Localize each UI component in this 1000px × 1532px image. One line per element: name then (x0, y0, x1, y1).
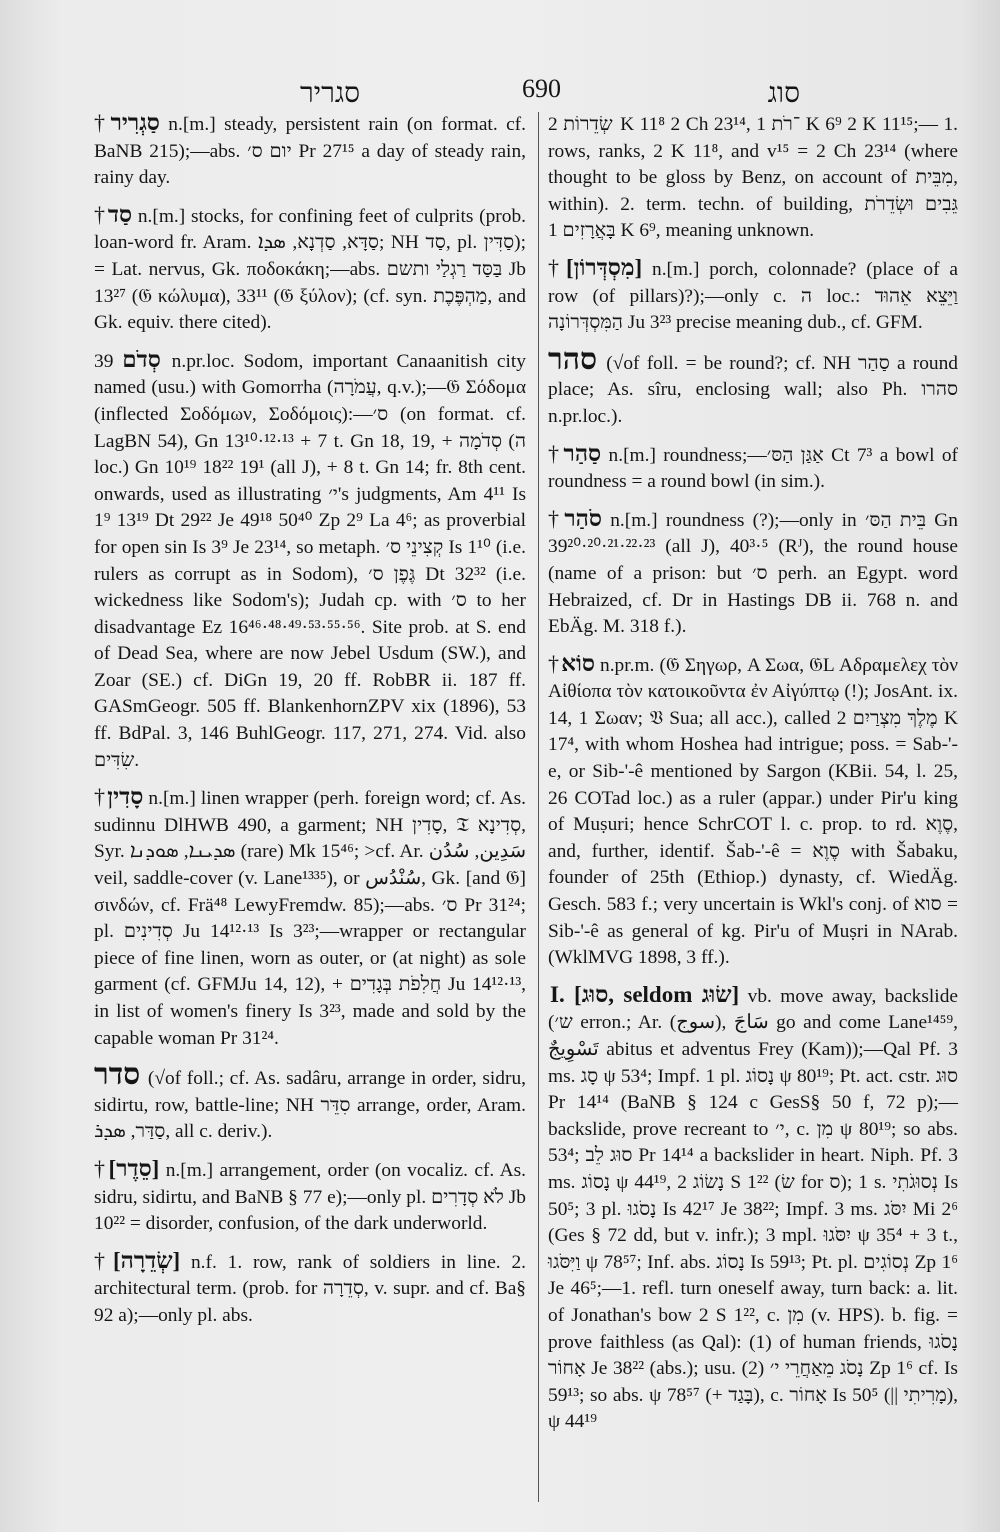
right-running-head: סוג (767, 76, 800, 109)
entry-sederah: †[שְׂדֵרָה] n.f. 1. row, rank of soldiers in line. 2. architectural term. (prob. for סְדֵרָה, v. supr. and cf. Ba§ 92 a);—only pl. abs. (94, 1247, 527, 1326)
entry-text: n.[m.] porch, colonnade? (place of a row (of pillars)?);—only c. ה loc.: וַיֵּצֵא אֵהוּד הַמִּסְדְּרוֹנָה Ju 3²³ precise meaning dub., cf. GFM. (548, 258, 958, 334)
headword: [שְׂדֵרָה] (112, 1247, 181, 1273)
headword: סַגְרִיר (110, 110, 160, 135)
headword: סֹהַר (564, 505, 602, 531)
headword: [מִסְדְּרוֹן] (566, 254, 643, 280)
entry-root-shr (548, 342, 958, 431)
headword: סהר (548, 342, 598, 376)
entry-text: n.[m.] linen wrapper (perh. foreign word; cf. As. sudinnu DlHWB 490, a garment; NH סָדִין, 𝔗 סְדִינָא, Syr. ܣܕܝܢܐ, ܣܘܕܢܐ (rare) Mk 15⁴⁶; >cf. Ar. سَدِين, سُدُن veil, saddle-cover (v. Lane¹³³⁵), or سُنْدُس, Gk. [and 𝔊] σινδών, cf. Frä⁴⁸ LewyFremdw. 85);—abs. ס׳ Pr 31²⁴; pl. סְדִינִים Ju 14¹²·¹³ Is 3²³;—wrapper or rectangular piece of fine linen, worn as outer, or (at night) as sole garment (cf. GFMJu 14, 12), + חֲלִפֹת בְּגָדִים Ju 14¹²·¹³, in list of women's finery Is 3²³, made and sold by the capable woman Pr 31²⁴. (94, 788, 527, 1049)
entry-text: vb. move away, backslide (ש׳ erron.; Ar. (سوج), سَاجَ go and come Lane¹⁴⁵⁹, تَسْوِيجٌ abitus et adventus Frey (Kam));—Qal Pf. 3 ms. סָג ψ 53⁴; Impf. 1 pl. נָסוֹג ψ 80¹⁹; Pt. act. cstr. סוּג Pr 14¹⁴ (BaNB § 124 c GesS§ 50 f, 72 p);—backslide, prove recreant to י׳, c. מִן ψ 80¹⁹; so abs. 53⁴; סוּג לֵב Pr 14¹⁴ a backslider in heart. Niph. Pf. 3 ms. נָסוֹג ψ 44¹⁹, נָשׂוֹג 2 S 1²² (שׂ for ס); 1 s. נְסוּגֹתִי Is 50⁵; 3 pl. נָסֹגוּ Is 42¹⁷ Je 38²²; Impf. 3 ms. יִסֹּג Mi 2⁶ (Ges § 72 dd, but v. infr.); 3 mpl. יִסֹּגוּ ψ 35⁴ + 3 t., וַיִּסֹּגוּ ψ 78⁵⁷; Inf. abs. נָסוֹג Is 59¹³; Pt. pl. נְסוֹגִים Zp 1⁶ Je 46⁵;—1. refl. turn oneself away, turn back: a. lit. of Jonathan's bow 2 S 1²², c. מִן (v. HPS). b. fig. = prove faithless (as Qal): (1) of human friends, נָסֹגוּ אָחוֹר Je 38²² (abs.); usu. (2) נָסֹג מֵאַחֲרֵי י׳ Zp 1⁶ cf. Is 59¹³; so abs. ψ 78⁵⁷ (+ בָּגַד), c. אָחוֹר Is 50⁵ (|| מָרִיתִי), ψ 44¹⁹ (548, 985, 959, 1433)
running-header (90, 70, 910, 110)
headword: סוֹא (561, 650, 595, 676)
headword: I. [סוּג, seldom שׂוּג] (550, 981, 740, 1007)
headword: [סֵדֶר] (108, 1155, 160, 1181)
entry-text: n.pr.m. (𝔊 Σηγωρ, A Σωα, 𝔊L Αδραμελεχ τὸν Αἰθίοπα τὸν κατοικοῦντα ἐν Αἰγύπτῳ (!); JosAnt. ix. 14, 1 Σωαν; 𝔙 Sua; all acc.), called מֶלֶךְ מִצְרַיִם 2 K 17⁴, with whom Hoshea had intrigue; poss. = Sab-'-e, or Sib-'-ê mentioned by Sargon (KBii. 54, l. 25, 26 COTad loc.) as a ruler (appar.) under Pir'u king of Muṣuri; hence SchrCOT l. c. prop. to rd. סֶוֶא, and, further, identif. Šab-'-ê = סֶוֶא with Šabaku, founder of 25th (Ethiop.) dynasty, cf. WiedÄg. Gesch. 583 f.; very uncertain is Wkl's conj. of סוא = Sib-'-ê as general of kg. Pir'u of Muṣri in NArab. (WklMVG 1898, 3 ff.). (548, 654, 959, 969)
entry-sodom (94, 347, 526, 775)
entry-text: n.f. 1. row, rank of soldiers in line. 2. architectural term. (prob. for סְדֵרָה, v. supr. and cf. Ba§ 92 a);—only pl. abs. (94, 1251, 527, 1326)
entry-text: n.[m.] roundness (?);—only in בֵּית הַסּ׳ Gn 39²⁰·²⁰·²¹·²²·²³ (all J), 40³·⁵ (Rᴶ), the round house (name of a prison: but ס׳ perh. an Egypt. word Hebraized, cf. Dr in Hastings DB ii. 768 n. and EbÄg. M. 318 f.). (548, 509, 959, 638)
entry-text: n.[m.] stocks, for confining feet of culprits (prob. loan-word fr. Aram. סַדָּא, סַדְנָא, ܣܕܐ; NH סַד, pl. סַדִּין); = Lat. nervus, Gk. ποδοκάκη;—abs. בַּסַּד רַגְלַי ותשם Jb 13²⁷ (𝔊 κώλυμα), 33¹¹ (𝔊 ξύλον); (cf. syn. מַהְפֶּכֶת, and Gk. equiv. there cited). (94, 205, 527, 334)
headword: סדר (94, 1058, 141, 1092)
entry-text: n.[m.] roundness;—אַגַּן הַסּ׳ Ct 7³ a bowl of roundness = a round bowl (in sim.). (548, 444, 959, 493)
entry-sahar: †סַהַר n.[m.] roundness;—אַגַּן הַסּ׳ Ct 7³ a bowl of roundness = a round bowl (in sim.). (548, 440, 959, 493)
left-column (94, 110, 526, 1340)
entry-sohar: †סֹהַר n.[m.] roundness (?);—only in בֵּית הַסּ׳ Gn 39²⁰·²⁰·²¹·²²·²³ (all J), 40³·⁵ (Rᴶ), the round house (name of a prison: but ס׳ perh. an Egypt. word Hebraized, cf. Dr in Hastings DB ii. 768 n. and EbÄg. M. 318 f.). (548, 505, 959, 638)
column-divider (538, 112, 539, 1502)
entry-sederot-cont (548, 110, 958, 245)
entry-sagrir: †סַגְרִיר n.[m.] steady, persistent rain (on format. cf. BaNB 215);—abs. יום ס׳ Pr 27¹⁵ a day of steady rain, rainy day. (94, 110, 526, 189)
headword: סַד (107, 201, 133, 227)
left-running-head: סגריר (300, 76, 361, 109)
entry-seder: †[סֵדֶר] n.[m.] arrangement, order (on vocaliz. cf. As. sidru, sidirtu, and BaNB § 77 e);—only pl. לֹא סְדָרִים Jb 10²² = disorder, confusion, of the dark underworld. (94, 1155, 526, 1235)
entry-sug (548, 982, 958, 1436)
entry-sadin: †סָדִין n.[m.] linen wrapper (perh. foreign word; cf. As. sudinnu DlHWB 490, a garment; NH סָדִין, 𝔗 סְדִינָא, Syr. ܣܕܝܢܐ, ܣܘܕܢܐ (rare) Mk 15⁴⁶; >cf. Ar. سَدِين, سُدُن veil, saddle-cover (v. Lane¹³³⁵), or سُنْدُس, Gk. [and 𝔊] σινδών, cf. Frä⁴⁸ LewyFremdw. 85);—abs. ס׳ Pr 31²⁴; pl. סְדִינִים Ju 14¹²·¹³ Is 3²³;—wrapper or rectangular piece of fine linen, worn as outer, or (at night) as sole garment (cf. GFMJu 14, 12), + חֲלִפֹת בְּגָדִים Ju 14¹²·¹³, in list of women's finery Is 3²³, made and sold by the capable woman Pr 31²⁴. (94, 784, 527, 1049)
entry-text: 39 n.pr.loc. Sodom, important Canaanitish city named (usu.) with Gomorrha (עֲמֹרָה, q.v.);—𝔊 Σόδομα (inflected Σοδόμων, Σοδόμοις):—ס׳ (on format. cf. LagBN 54), Gn 13¹⁰·¹²·¹³ + 7 t. Gn 18, 19, + סְדֹמָה (ה loc.) Gn 10¹⁹ 18²² 19¹ (all J), + 8 t. Gn 14; fr. 8th cent. onwards, used as illustrating י׳'s judgments, Am 4¹¹ Is 1⁹ 13¹⁹ Dt 29²² Je 49¹⁸ 50⁴⁰ Zp 2⁹ La 4⁶; as proverbial for open sin Is 3⁹ Je 23¹⁴, so metaph. קְצִינֵי ס׳ Is 1¹⁰ (i.e. rulers as corrupt as in Sodom), גֶּפֶן ס׳ Dt 32³² (i.e. wickedness like Sodom's); Judah cp. with ס׳ to her disadvantage Ez 16⁴⁶·⁴⁸·⁴⁹·⁵³·⁵⁵·⁵⁶. Site prob. at S. end of Dead Sea, where are now Jebel Usdum (SW.), and Zoar (SE.) cf. DiGn 19, 20 ff. RobBR ii. 187 ff. GASmGeogr. 505 ff. BlankenhornZPV xix (1896), 53 ff. BdPal. 3, 146 BuhlGeogr. 117, 271, 274. Vid. also שִׂדִּים. (94, 350, 526, 771)
page-number: 690 (522, 74, 561, 103)
headword: סְדֹם (122, 346, 161, 372)
entry-misderon: †[מִסְדְּרוֹן] n.[m.] porch, colonnade? (place of a row (of pillars)?);—only c. ה loc.: וַיֵּצֵא אֵהוּד הַמִּסְדְּרוֹנָה Ju 3²³ precise meaning dub., cf. GFM. (548, 254, 958, 334)
entry-text: (√of foll.; cf. As. sadâru, arrange in order, sidru, sidirtu, row, battle-line; NH סִדֵּר arrange, order, Aram. סַדַּר, ܣܕܪ, all c. deriv.). (94, 1068, 526, 1143)
right-column (548, 110, 958, 1446)
entry-text: שְׂדֵרוֹת 2 K 11⁸ 2 Ch 23¹⁴, ־רֹת 1 K 6⁹ 2 K 11¹⁵;— 1. rows, ranks, 2 K 11⁸, and v¹⁵ = 2 Ch 23¹⁴ (where thought to be gloss by Benz, on account of מִבֵּית, within). 2. term. techn. of building, גֵּבִים וּשְׂדֵרֹת בָּאֲרָזִים 1 K 6⁹, meaning unknown. (548, 114, 959, 242)
entry-text: (√of foll. = be round?; cf. NH סַהַר a round place; As. sîru, enclosing wall; also Ph. סהרו n.pr.loc.). (548, 352, 958, 427)
entry-text: n.[m.] steady, persistent rain (on format. cf. BaNB 215);—abs. יום ס׳ Pr 27¹⁵ a day of steady rain, rainy day. (94, 114, 526, 189)
entry-root-sdr (94, 1058, 526, 1146)
headword: סַהַר (563, 440, 602, 466)
headword: סָדִין (107, 784, 144, 810)
entry-sad: †סַד n.[m.] stocks, for confining feet of culprits (prob. loan-word fr. Aram. סַדָּא, סַדְנָא, ܣܕܐ; NH סַד, pl. סַדִּין); = Lat. nervus, Gk. ποδοκάκη;—abs. בַּסַּד רַגְלַי ותשם Jb 13²⁷ (𝔊 κώλυμα), 33¹¹ (𝔊 ξύλον); (cf. syn. מַהְפֶּכֶת, and Gk. equiv. there cited). (94, 201, 527, 334)
entry-so: †סוֹא n.pr.m. (𝔊 Σηγωρ, A Σωα, 𝔊L Αδραμελεχ τὸν Αἰθίοπα τὸν κατοικοῦντα ἐν Αἰγύπτῳ (!); JosAnt. ix. 14, 1 Σωαν; 𝔙 Sua; all acc.), called מֶלֶךְ מִצְרַיִם 2 K 17⁴, with whom Hoshea had intrigue; poss. = Sab-'-e, or Sib-'-ê mentioned by Sargon (KBii. 54, l. 25, 26 COTad loc.) as a ruler (appar.) under Pir'u king of Muṣuri; hence SchrCOT l. c. prop. to rd. סֶוֶא, and, further, identif. Šab-'-ê = סֶוֶא with Šabaku, founder of 25th (Ethiop.) dynasty, cf. WiedÄg. Gesch. 583 f.; very uncertain is Wkl's conj. of סוא = Sib-'-ê as general of kg. Pir'u of Muṣri in NArab. (WklMVG 1898, 3 ff.). (548, 650, 959, 969)
entry-text: n.[m.] arrangement, order (on vocaliz. cf. As. sidru, sidirtu, and BaNB § 77 e);—only pl. לֹא סְדָרִים Jb 10²² = disorder, confusion, of the dark underworld. (94, 1159, 526, 1235)
